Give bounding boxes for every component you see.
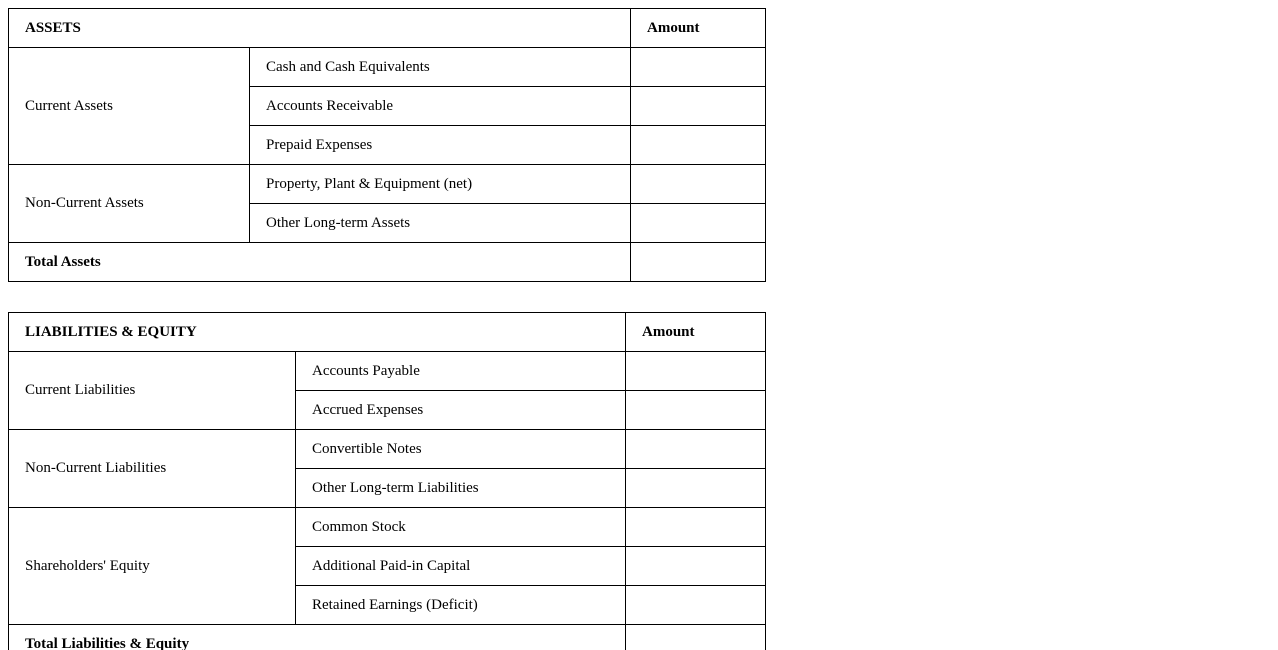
line-item: Prepaid Expenses — [250, 126, 631, 165]
amount-cell[interactable] — [626, 352, 766, 391]
amount-cell[interactable] — [626, 508, 766, 547]
line-item: Accounts Receivable — [250, 87, 631, 126]
table-row — [9, 430, 766, 469]
assets-amount-header: Amount — [631, 9, 766, 48]
liabilities-header-row — [9, 313, 766, 352]
total-liabilities-equity-amount[interactable] — [626, 625, 766, 650]
amount-cell[interactable] — [631, 165, 766, 204]
line-item: Accounts Payable — [296, 352, 626, 391]
total-assets-label: Total Assets — [9, 243, 631, 282]
line-item: Additional Paid-in Capital — [296, 547, 626, 586]
assets-header-row — [9, 9, 766, 48]
line-item: Accrued Expenses — [296, 391, 626, 430]
line-item: Other Long-term Liabilities — [296, 469, 626, 508]
line-item: Common Stock — [296, 508, 626, 547]
amount-cell[interactable] — [626, 547, 766, 586]
total-liabilities-equity-label: Total Liabilities & Equity — [9, 625, 626, 650]
amount-cell[interactable] — [631, 126, 766, 165]
line-item: Other Long-term Assets — [250, 204, 631, 243]
amount-cell[interactable] — [626, 430, 766, 469]
line-item: Convertible Notes — [296, 430, 626, 469]
table-row — [9, 48, 766, 87]
group-label-shareholders-equity: Shareholders' Equity — [9, 508, 296, 625]
line-item: Retained Earnings (Deficit) — [296, 586, 626, 625]
line-item: Property, Plant & Equipment (net) — [250, 165, 631, 204]
group-label-current-liabilities: Current Liabilities — [9, 352, 296, 430]
table-row — [9, 352, 766, 391]
amount-cell[interactable] — [626, 586, 766, 625]
total-assets-amount[interactable] — [631, 243, 766, 282]
liabilities-amount-header: Amount — [626, 313, 766, 352]
amount-cell[interactable] — [631, 48, 766, 87]
group-label-current-assets: Current Assets — [9, 48, 250, 165]
group-label-non-current-liabilities: Non-Current Liabilities — [9, 430, 296, 508]
group-label-non-current-assets: Non-Current Assets — [9, 165, 250, 243]
total-row — [9, 243, 766, 282]
amount-cell[interactable] — [626, 469, 766, 508]
liabilities-equity-table — [8, 312, 766, 650]
table-row — [9, 165, 766, 204]
total-row — [9, 625, 766, 650]
assets-header: ASSETS — [9, 9, 631, 48]
amount-cell[interactable] — [626, 391, 766, 430]
line-item: Cash and Cash Equivalents — [250, 48, 631, 87]
table-row — [9, 508, 766, 547]
assets-table — [8, 8, 766, 282]
amount-cell[interactable] — [631, 87, 766, 126]
amount-cell[interactable] — [631, 204, 766, 243]
liabilities-equity-header: LIABILITIES & EQUITY — [9, 313, 626, 352]
